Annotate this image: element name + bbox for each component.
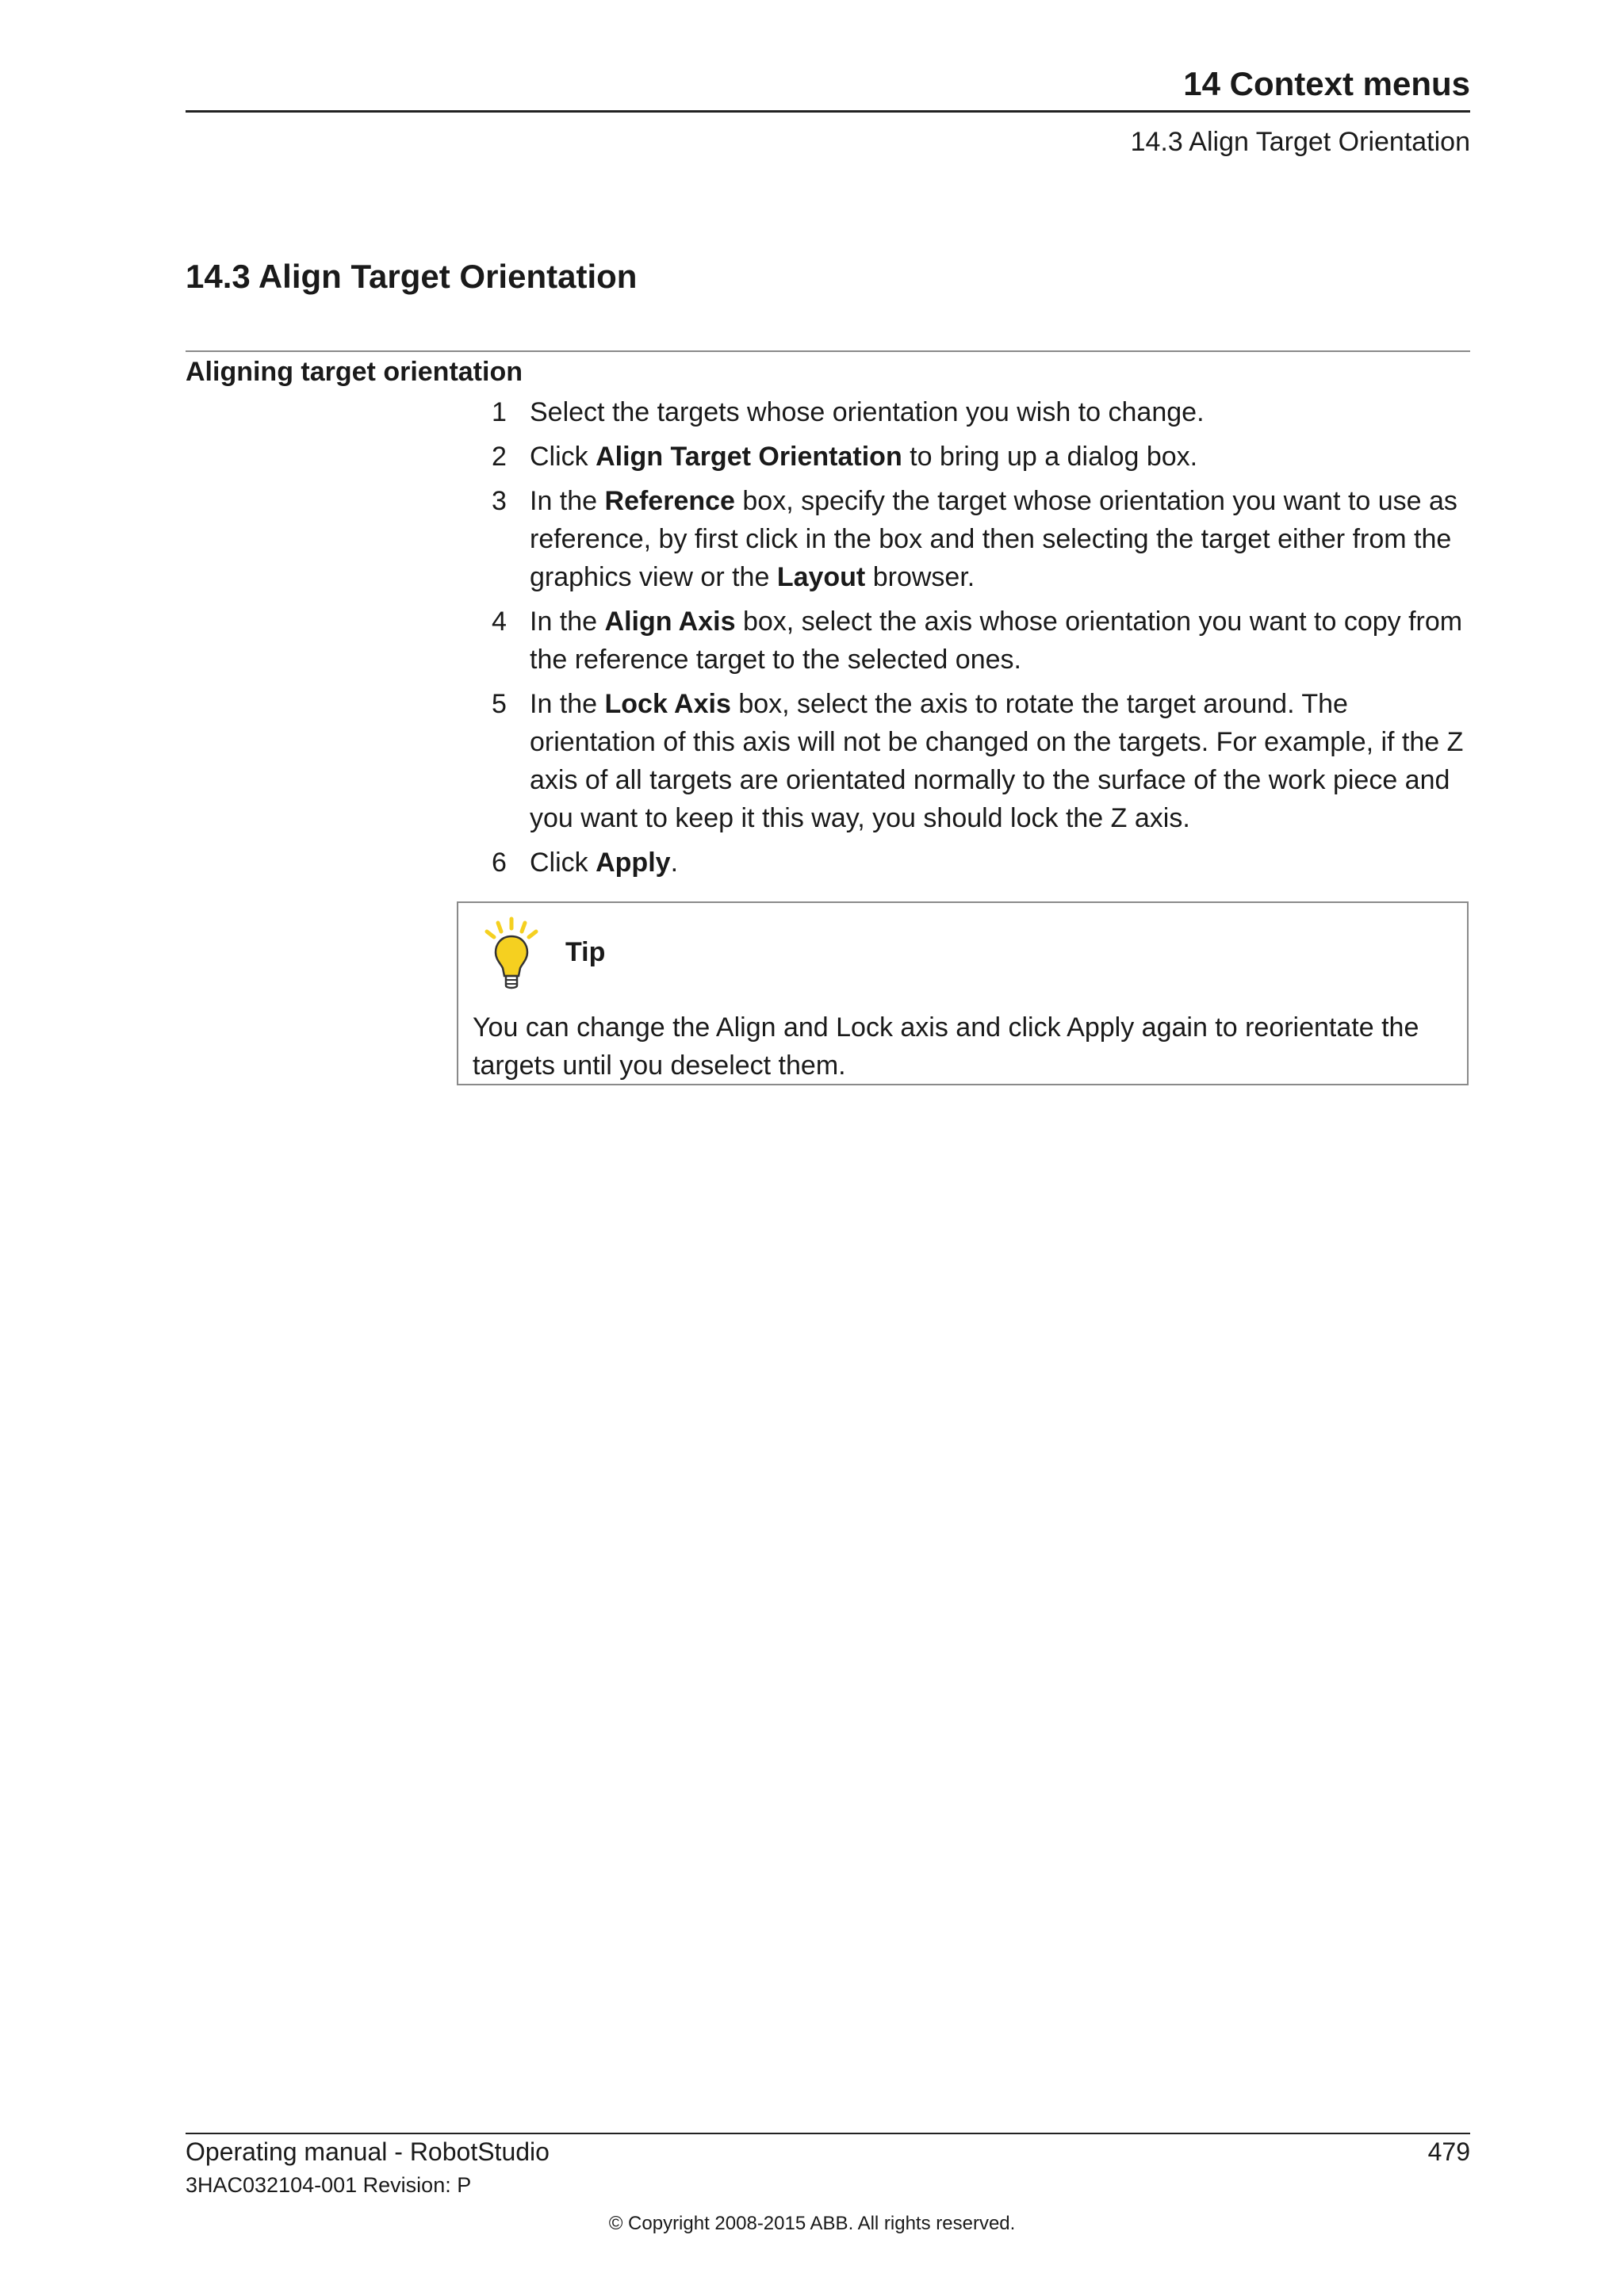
tip-text: You can change the Align and Lock axis and click Apply again to reorientate the targets until you deselect them. — [473, 1012, 1419, 1081]
list-item — [484, 603, 1475, 679]
page-number: 479 — [1427, 2137, 1470, 2166]
subsection-divider — [186, 350, 1470, 352]
header-divider — [186, 110, 1470, 113]
section-heading: 14.3 Align Target Orientation — [186, 258, 638, 295]
ui-term: Layout — [776, 562, 866, 592]
step-text — [530, 438, 1475, 476]
step-number: 2 — [492, 442, 507, 472]
step-number: 6 — [492, 848, 507, 878]
step-text — [530, 603, 1475, 679]
step-text — [530, 844, 1475, 882]
step-number: 1 — [492, 397, 507, 427]
step-text-run: box, specify the target whose orientation you want to use as reference, by first click in the box and then selecting the target either from the graphics view or the — [530, 486, 1457, 592]
list-item — [484, 482, 1475, 596]
step-text-run: Click — [530, 848, 596, 878]
step-text-run: Click — [530, 442, 596, 472]
step-number: 4 — [492, 607, 507, 637]
list-item — [484, 438, 1475, 476]
tip-label: Tip — [565, 937, 606, 967]
list-item — [484, 844, 1475, 882]
subsection-heading: Aligning target orientation — [186, 357, 523, 387]
step-number: 3 — [492, 486, 507, 516]
ui-term: Apply — [596, 848, 671, 878]
document-id: 3HAC032104-001 Revision: P — [186, 2173, 472, 2197]
step-text-run: In the — [530, 689, 605, 719]
steps-list — [484, 393, 1475, 888]
list-item — [484, 685, 1475, 837]
ui-term: Reference — [604, 486, 735, 516]
chapter-title: 14 Context menus — [1183, 65, 1470, 102]
copyright: © Copyright 2008-2015 ABB. All rights reserved. — [608, 2213, 1016, 2234]
step-text-run: Select the targets whose orientation you wish to change. — [530, 397, 1205, 427]
ui-term: Align Axis — [604, 607, 736, 637]
ui-term: Align Target Orientation — [596, 442, 902, 472]
step-text-run: In the — [530, 607, 605, 637]
step-text — [530, 685, 1475, 837]
step-number: 5 — [492, 689, 507, 719]
list-item — [484, 393, 1475, 431]
lightbulb-icon — [476, 916, 547, 995]
header-section: 14.3 Align Target Orientation — [1130, 127, 1470, 157]
footer-divider — [186, 2133, 1470, 2134]
step-text-run: box, select the axis to rotate the target around. The orientation of this axis will not be changed on the targets. For example, if the Z axis of all targets are orientated normally to the surface of the work piece and you want to keep it this way, you should lock the Z axis. — [530, 689, 1464, 833]
step-text-run: . — [670, 848, 679, 878]
step-text-run: In the — [530, 486, 605, 516]
step-text — [530, 393, 1475, 431]
step-text-run: browser. — [865, 562, 975, 592]
step-text-run: to bring up a dialog box. — [902, 442, 1198, 472]
ui-term: Lock Axis — [604, 689, 731, 719]
step-text — [530, 482, 1475, 596]
step-text-run: box, select the axis whose orientation you want to copy from the reference target to the selected ones. — [530, 607, 1463, 675]
footer-manual-title: Operating manual - RobotStudio — [186, 2137, 550, 2166]
